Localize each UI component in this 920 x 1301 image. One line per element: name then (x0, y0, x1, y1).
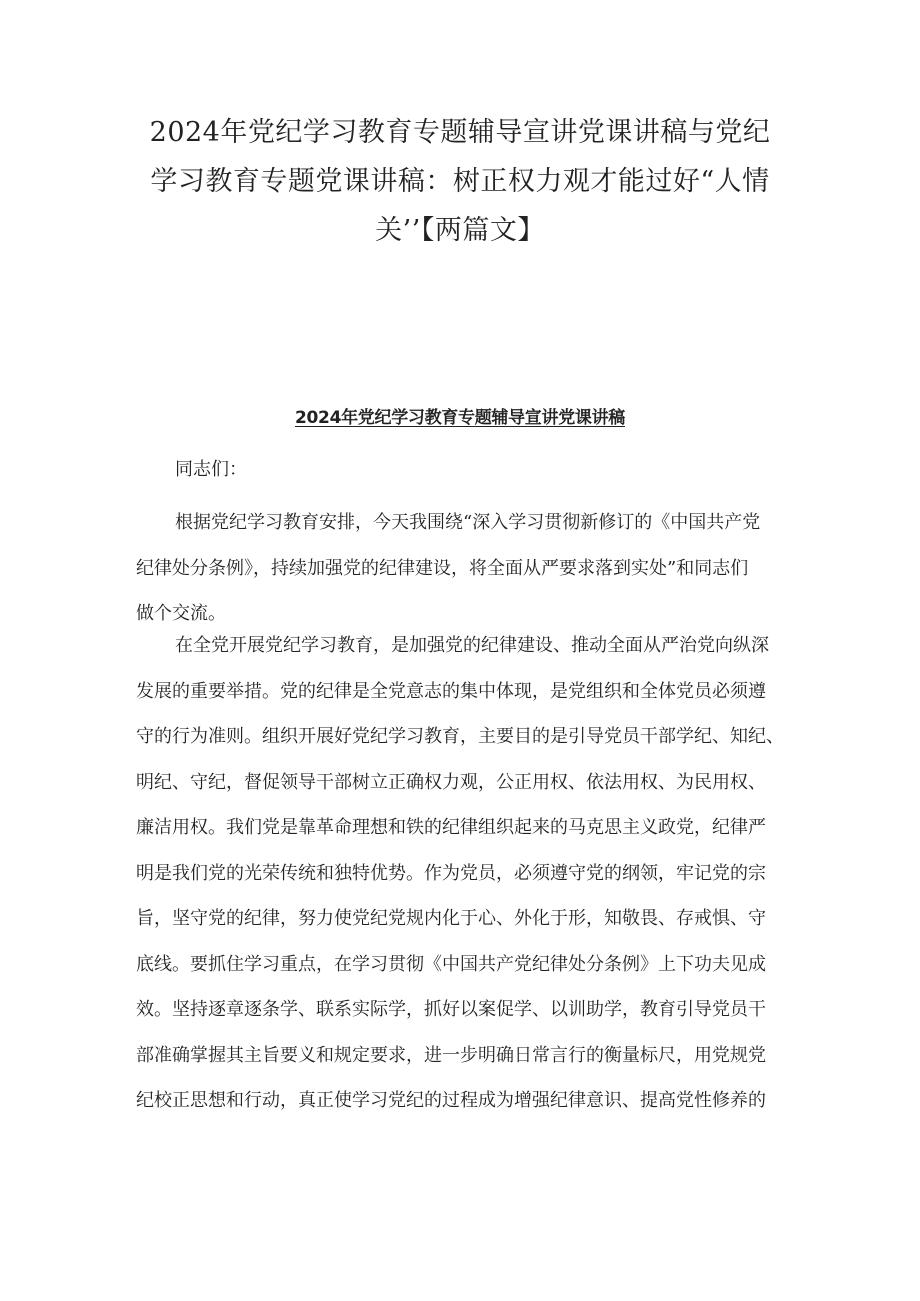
paragraph-line: 廉洁用权。我们党是靠革命理想和铁的纪律组织起来的马克思主义政党，纪律严 (136, 817, 766, 838)
main-title-line-1: 2024年党纪学习教育专题辅导宣讲党课讲稿与党纪 (149, 117, 771, 148)
paragraph-line: 纪校正思想和行动，真正使学习党纪的过程成为增强纪律意识、提高党性修养的 (136, 1090, 766, 1111)
section-title: 2024年党纪学习教育专题辅导宣讲党课讲稿 (294, 408, 625, 428)
paragraph-line: 在全党开展党纪学习教育，是加强党的纪律建设、推动全面从严治党向纵深 (175, 635, 769, 656)
paragraph-line: 纪律处分条例》，持续加强党的纪律建设，将全面从严要求落到实处”和同志们 (136, 557, 749, 579)
paragraph-line: 效。坚持逐章逐条学、联系实际学，抓好以案促学、以训助学，教育引导党员干 (136, 999, 766, 1020)
paragraph-line: 旨，坚守党的纪律，努力使党纪党规内化于心、外化于形，知敬畏、存戒惧、守 (136, 908, 766, 929)
paragraph-line: 做个交流。 (136, 603, 226, 624)
document-main-title (120, 108, 800, 255)
main-title-line-3: 关’’【两篇文】 (375, 215, 545, 246)
body-paragraph-2 (136, 623, 796, 1124)
body-paragraph-1 (136, 500, 796, 637)
paragraph-line: 部准确掌握其主旨要义和规定要求，进一步明确日常言行的衡量标尺，用党规党 (136, 1044, 766, 1066)
paragraph-line: 发展的重要举措。党的纪律是全党意志的集中体现，是党组织和全体党员必须遵 (136, 680, 766, 702)
paragraph-line: 明是我们党的光荣传统和独特优势。作为党员，必须遵守党的纲领，牢记党的宗 (136, 862, 766, 884)
salutation: 同志们： (175, 459, 247, 480)
paragraph-line: 守的行为准则。组织开展好党纪学习教育，主要目的是引导党员干部学纪、知纪、 (136, 726, 784, 747)
paragraph-line: 底线。要抓住学习重点，在学习贯彻《中国共产党纪律处分条例》上下功夫见成 (136, 953, 766, 975)
paragraph-line: 根据党纪学习教育安排，今天我围绕“深入学习贯彻新修订的《中国共产党 (175, 512, 761, 533)
paragraph-line: 明纪、守纪，督促领导干部树立正确权力观，公正用权、依法用权、为民用权、 (136, 771, 766, 793)
main-title-line-2: 学习教育专题党课讲稿：树正权力观才能过好“人情 (150, 166, 770, 197)
